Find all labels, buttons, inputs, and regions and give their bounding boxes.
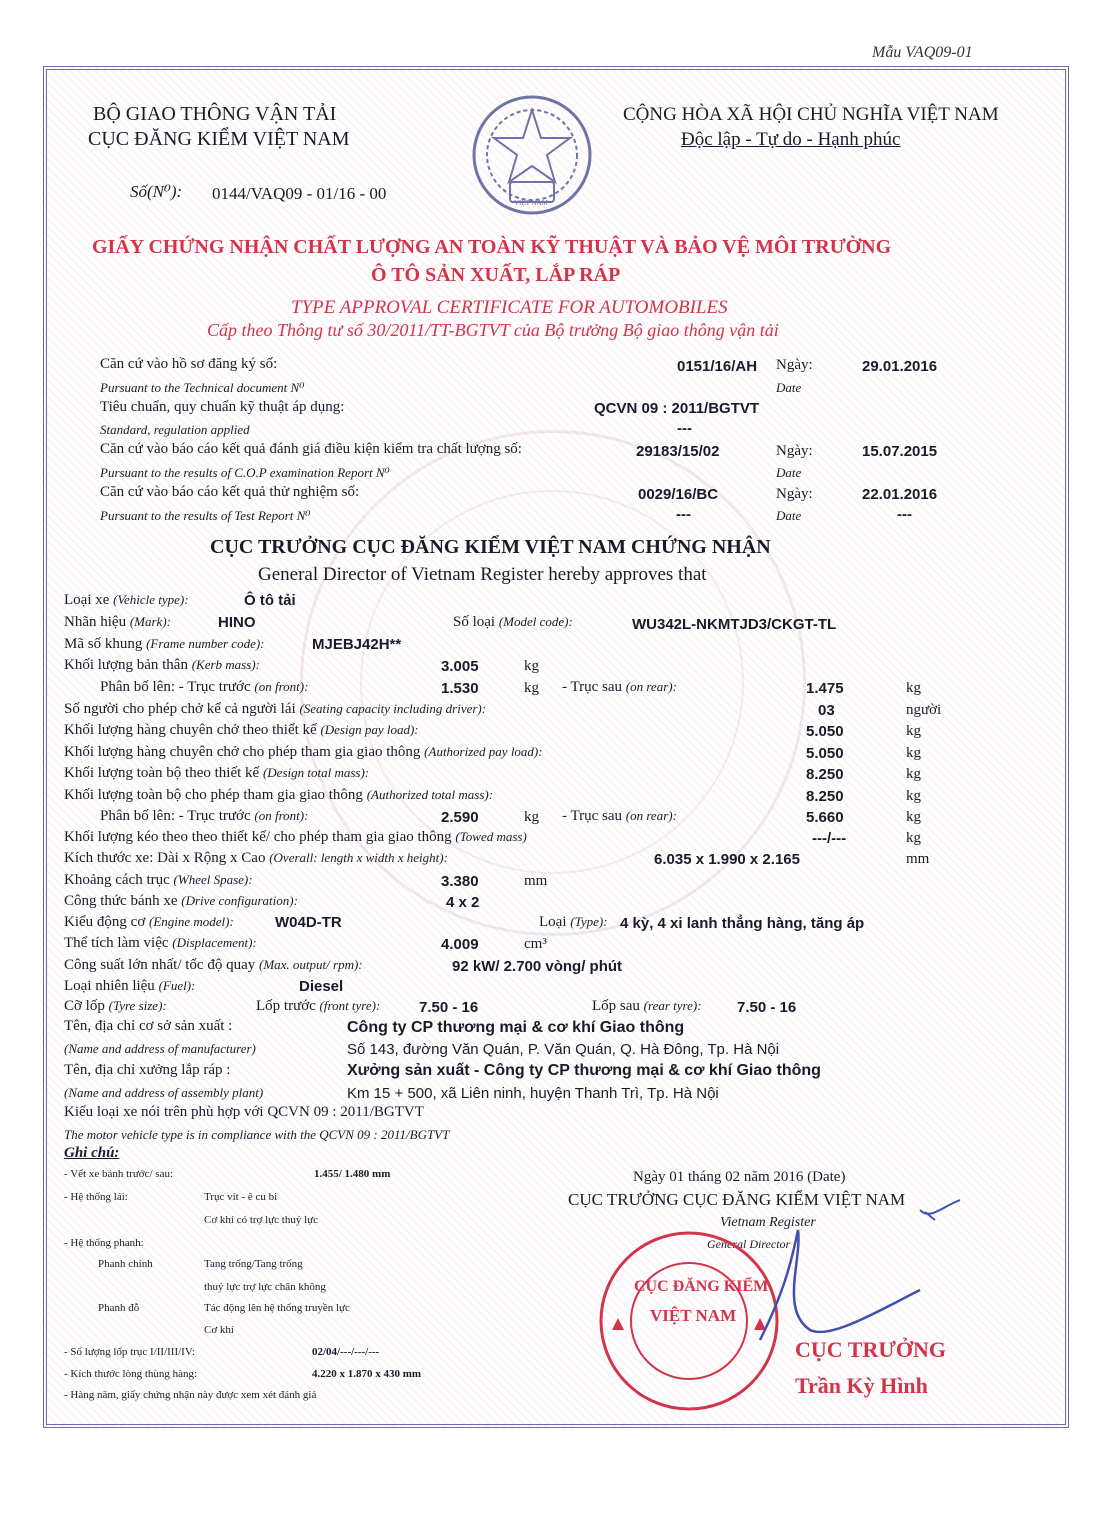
assembly-label: Tên, địa chỉ xưởng lắp ráp : [64, 1062, 231, 1078]
note-park-brake-label: Phanh đỗ [98, 1302, 140, 1314]
displacement-label: Thể tích làm việc (Displacement): [64, 935, 257, 951]
frame-value: MJEBJ42H** [312, 636, 402, 653]
drive-value: 4 x 2 [446, 894, 480, 911]
ref-4-date-label: Ngày: [776, 486, 813, 502]
ref-4-value: 0029/16/BC [638, 486, 719, 503]
power-label: Công suất lớn nhất/ tốc độ quay (Max. output/ rpm): [64, 957, 363, 973]
note-track-value: 1.455/ 1.480 mm [314, 1168, 391, 1180]
fuel-value: Diesel [299, 978, 344, 995]
wheelbase-label: Khoảng cách trục (Wheel Spase): [64, 872, 253, 888]
form-code: Mẫu VAQ09-01 [872, 44, 973, 61]
manufacturer-address: Số 143, đường Văn Quán, P. Văn Quán, Q. Hà Đông, Tp. Hà Nội [347, 1041, 780, 1058]
model-label: Số loại (Model code): [453, 614, 573, 630]
ref-3-date: 15.07.2015 [862, 443, 938, 460]
manufacturer-label-en: (Name and address of manufacturer) [64, 1041, 256, 1056]
signatory-title: CỤC TRƯỞNG [795, 1337, 946, 1362]
total-dist-label: Phân bố lên: - Trục trước (on front): [100, 808, 309, 824]
ref-4-date-en: Date [776, 508, 802, 523]
certificate-title-en: TYPE APPROVAL CERTIFICATE FOR AUTOMOBILES [291, 297, 728, 318]
ref-4-value2: --- [676, 506, 691, 523]
republic-name: CỘNG HÒA XÃ HỘI CHỦ NGHĨA VIỆT NAM [623, 104, 999, 125]
compliance-text: Kiểu loại xe nói trên phù hợp với QCVN 09 : 2011/BGTVT [64, 1104, 424, 1120]
note-steering-label: - Hệ thống lái: [64, 1191, 128, 1203]
ref-1-date-label: Ngày: [776, 357, 813, 373]
model-value: WU342L-NKMTJD3/CKGT-TL [632, 616, 837, 633]
kerb-dist-label: Phân bố lên: - Trục trước (on front): [100, 679, 309, 695]
note-park-brake-2: Cơ khí [204, 1324, 234, 1336]
signature-date: Ngày 01 tháng 02 năm 2016 (Date) [633, 1169, 846, 1185]
ref-2-value2: --- [677, 420, 692, 437]
certificate-basis: Cấp theo Thông tư số 30/2011/TT-BGTVT của Bộ trưởng Bộ giao thông vận tải [207, 320, 779, 340]
manufacturer-label: Tên, địa chỉ cơ sở sản xuất : [64, 1018, 233, 1034]
ref-3-label: Căn cứ vào báo cáo kết quả đánh giá điều kiện kiểm tra chất lượng số: [100, 441, 522, 457]
signature-en1: Vietnam Register [720, 1215, 816, 1230]
design-payload-value: 5.050 [806, 723, 844, 740]
note-cargo-value: 4.220 x 1.870 x 430 mm [312, 1368, 422, 1380]
auth-total-label: Khối lượng toàn bộ cho phép tham gia giao thông (Authorized total mass): [64, 787, 494, 803]
kerb-value: 3.005 [441, 658, 479, 675]
total-front-unit: kg [524, 809, 539, 825]
towed-value: ---/--- [812, 830, 847, 847]
note-track-label: - Vết xe bánh trước/ sau: [64, 1168, 174, 1180]
ministry-name: BỘ GIAO THÔNG VẬN TẢI [93, 103, 337, 125]
engine-value: W04D-TR [275, 914, 342, 931]
ref-4-date: 22.01.2016 [862, 486, 938, 503]
engine-type-label: Loại (Type): [539, 914, 608, 930]
dimensions-unit: mm [906, 851, 930, 867]
certificate-number: 0144/VAQ09 - 01/16 - 00 [212, 184, 387, 203]
national-motto: Độc lập - Tự do - Hạnh phúc [681, 129, 901, 150]
total-rear-unit: kg [906, 809, 921, 825]
note-annual: - Hàng năm, giấy chứng nhận này được xem xét đánh giá [64, 1389, 317, 1401]
note-tyres-value: 02/04/---/---/--- [312, 1346, 380, 1358]
ref-4-en: Pursuant to the results of Test Report N⁰ [100, 508, 311, 523]
kerb-rear-value: 1.475 [806, 680, 844, 697]
towed-label: Khối lượng kéo theo theo thiết kế/ cho phép tham gia giao thông (Towed mass) [64, 829, 527, 845]
assembly-name: Xưởng sản xuất - Công ty CP thương mại & cơ khí Giao thông [347, 1062, 821, 1079]
drive-label: Công thức bánh xe (Drive configuration): [64, 893, 298, 909]
assembly-address: Km 15 + 500, xã Liên ninh, huyện Thanh Trì, Tp. Hà Nội [347, 1085, 719, 1102]
auth-total-value: 8.250 [806, 788, 844, 805]
design-payload-unit: kg [906, 723, 921, 739]
seats-unit: người [906, 702, 942, 718]
vehicle-type-label: Loại xe (Vehicle type): [64, 592, 189, 608]
ref-3-en: Pursuant to the results of C.O.P examination Report N⁰ [100, 465, 390, 480]
note-main-brake-label: Phanh chính [98, 1258, 153, 1270]
auth-payload-value: 5.050 [806, 745, 844, 762]
note-tyres-label: - Số lượng lốp trục I/II/III/IV: [64, 1346, 196, 1358]
note-steering-2: Cơ khí có trợ lực thuỷ lực [204, 1214, 318, 1226]
design-total-unit: kg [906, 766, 921, 782]
certificate-title: GIẤY CHỨNG NHẬN CHẤT LƯỢNG AN TOÀN KỸ THUẬT VÀ BẢO VỆ MÔI TRƯỜNG [92, 236, 892, 258]
power-value: 92 kW/ 2.700 vòng/ phút [452, 958, 623, 975]
ref-3-date-label: Ngày: [776, 443, 813, 459]
total-rear-label: - Trục sau (on rear): [562, 808, 677, 824]
note-cargo-label: - Kích thước lòng thùng hàng: [64, 1368, 198, 1380]
ref-4-date2: --- [897, 506, 912, 523]
ref-1-en: Pursuant to the Technical document N⁰ [100, 380, 305, 395]
certificate-subtitle: Ô TÔ SẢN XUẤT, LẮP RÁP [371, 264, 621, 286]
total-rear-value: 5.660 [806, 809, 844, 826]
approval-title: CỤC TRƯỞNG CỤC ĐĂNG KIỂM VIỆT NAM CHỨNG NHẬN [210, 536, 771, 558]
compliance-text-en: The motor vehicle type is in compliance with the QCVN 09 : 2011/BGTVT [64, 1127, 450, 1142]
kerb-rear-unit: kg [906, 680, 921, 696]
note-steering-1: Trục vít - ê cu bi [204, 1191, 278, 1203]
ref-2-value: QCVN 09 : 2011/BGTVT [594, 400, 760, 417]
kerb-label: Khối lượng bản thân (Kerb mass): [64, 657, 260, 673]
ref-2-label: Tiêu chuẩn, quy chuẩn kỹ thuật áp dụng: [100, 399, 345, 415]
certificate-number-label: Số(N⁰): [130, 182, 183, 201]
ref-1-value: 0151/16/AH [677, 358, 758, 375]
towed-unit: kg [906, 830, 921, 846]
tyre-label: Cỡ lốp (Tyre size): [64, 998, 167, 1014]
note-main-brake-2: thuỷ lực trợ lực chân không [204, 1281, 326, 1293]
engine-label: Kiểu động cơ (Engine model): [64, 914, 234, 930]
note-brake-label: - Hệ thống phanh: [64, 1237, 144, 1249]
kerb-front-unit: kg [524, 680, 539, 696]
fuel-label: Loại nhiên liệu (Fuel): [64, 978, 196, 994]
ref-2-en: Standard, regulation applied [100, 422, 250, 437]
assembly-label-en: (Name and address of assembly plant) [64, 1085, 264, 1100]
tyre-front-value: 7.50 - 16 [419, 999, 479, 1016]
dimensions-label: Kích thước xe: Dài x Rộng x Cao (Overall: length x width x height): [64, 850, 448, 866]
displacement-value: 4.009 [441, 936, 479, 953]
signature-org: CỤC TRƯỞNG CỤC ĐĂNG KIỂM VIỆT NAM [568, 1190, 906, 1209]
handwritten-signature-icon [720, 1190, 980, 1350]
manufacturer-name: Công ty CP thương mại & cơ khí Giao thông [347, 1019, 685, 1036]
kerb-front-value: 1.530 [441, 680, 479, 697]
mark-label: Nhãn hiệu (Mark): [64, 614, 171, 630]
signature-en2: General Director [707, 1237, 791, 1251]
tyre-rear-label: Lốp sau (rear tyre): [592, 998, 702, 1014]
ref-1-label: Căn cứ vào hồ sơ đăng ký số: [100, 356, 278, 372]
design-total-label: Khối lượng toàn bộ theo thiết kế (Design total mass): [64, 765, 370, 781]
auth-payload-unit: kg [906, 745, 921, 761]
design-total-value: 8.250 [806, 766, 844, 783]
department-name: CỤC ĐĂNG KIỂM VIỆT NAM [88, 128, 350, 150]
auth-total-unit: kg [906, 788, 921, 804]
signatory-name: Trần Kỳ Hình [795, 1373, 928, 1398]
ref-3-date-en: Date [776, 465, 802, 480]
kerb-unit: kg [524, 658, 539, 674]
ref-1-date: 29.01.2016 [862, 358, 938, 375]
note-park-brake-1: Tác động lên hệ thống truyền lực [204, 1302, 350, 1314]
seats-value: 03 [818, 702, 835, 719]
vehicle-type-value: Ô tô tải [244, 592, 296, 609]
ref-3-value: 29183/15/02 [636, 443, 720, 460]
wheelbase-unit: mm [524, 873, 548, 889]
design-payload-label: Khối lượng hàng chuyên chở theo thiết kế (Design pay load): [64, 722, 419, 738]
stamp-line2: VIỆT NAM [650, 1306, 737, 1325]
notes-title: Ghi chú: [64, 1145, 120, 1161]
dimensions-value: 6.035 x 1.990 x 2.165 [654, 851, 800, 868]
ref-1-date-en: Date [776, 380, 802, 395]
stamp-line1: CỤC ĐĂNG KIỂM [634, 1278, 769, 1295]
auth-payload-label: Khối lượng hàng chuyên chở cho phép tham gia giao thông (Authorized pay load): [64, 744, 543, 760]
total-front-value: 2.590 [441, 809, 479, 826]
frame-label: Mã số khung (Frame number code): [64, 636, 265, 652]
seats-label: Số người cho phép chở kể cả người lái (Seating capacity including driver): [64, 701, 487, 717]
tyre-front-label: Lốp trước (front tyre): [256, 998, 381, 1014]
wheelbase-value: 3.380 [441, 873, 479, 890]
mark-value: HINO [218, 614, 256, 631]
emblem-text: VIỆT NAM [514, 199, 548, 207]
tyre-rear-value: 7.50 - 16 [737, 999, 797, 1016]
approval-title-en: General Director of Vietnam Register hereby approves that [258, 564, 707, 585]
note-main-brake-1: Tang trống/Tang trống [204, 1258, 303, 1270]
displacement-unit: cm³ [524, 936, 547, 952]
kerb-rear-label: - Trục sau (on rear): [562, 679, 677, 695]
ref-4-label: Căn cứ vào báo cáo kết quả thử nghiệm số: [100, 484, 360, 500]
engine-type-value: 4 kỳ, 4 xi lanh thẳng hàng, tăng áp [620, 915, 865, 932]
